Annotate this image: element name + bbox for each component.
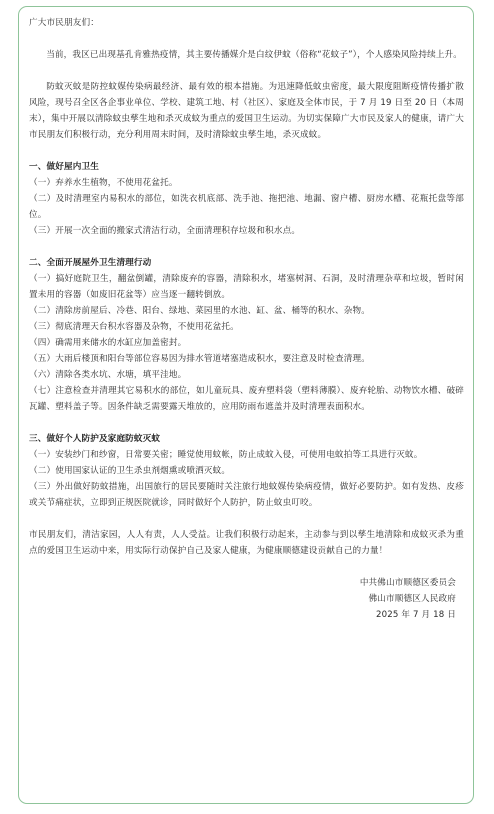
section-heading-personal: 三、做好个人防护及家庭防蚊灭蚊 xyxy=(29,434,161,444)
section-item: （三）彻底清理天台积水容器及杂物，不使用花盆托。 xyxy=(29,322,239,332)
section-item: （二）使用国家认证的卫生杀虫剂烟熏或喷洒灭蚊。 xyxy=(29,466,231,476)
section-item: （六）清除各类水坑、水塘，填平洼地。 xyxy=(29,370,187,380)
section-item: （七）注意检查并清理其它易积水的部位，如儿童玩具、废弃塑料袋（塑料薄膜）、废弃轮胎、动物饮水槽、破碎瓦罐、塑料盖子等。因条件缺乏需要露天堆放的，应用防雨布遮盖并及时清理表面积水。 xyxy=(29,386,464,412)
notice-card xyxy=(18,6,474,804)
purpose-paragraph: 防蚊灭蚊是防控蚊媒传染病最经济、最有效的根本措施。为迅速降低蚊虫密度，最大限度阻断疫情传播扩散风险，现号召全区各企事业单位、学校、建筑工地、村（社区）、家庭及全体市民，于 7 月 19 日至 20 日（本周末），集中开展以清除蚊虫孳生地和杀灭成蚊为重点的爱国卫生运动。为切实保障广大市民及家人的健康，请广大市民朋友们积极行动，充分利用周末时间，及时清除蚊虫孳生地，杀灭成蚊。 xyxy=(29,82,464,140)
section-item: （一）搞好庭院卫生，翻盆倒罐，清除废弃的容器，清除积水，堵塞树洞、石洞，及时清理杂草和垃圾，暂时闲置未用的容器（如废旧花盆等）应当逐一翻转倒放。 xyxy=(29,274,464,300)
signature-org-committee: 中共佛山市顺德区委员会 xyxy=(359,578,456,588)
section-item: （三）外出做好防蚊措施，出国旅行的居民要随时关注旅行地蚊媒传染病疫情，做好必要防护。如有发热、皮疹或关节痛症状，立即到正规医院就诊，同时做好个人防护，防止蚊虫叮咬。 xyxy=(29,482,464,508)
section-heading-indoor: 一、做好屋内卫生 xyxy=(29,162,99,172)
signature-org-government: 佛山市顺德区人民政府 xyxy=(368,594,456,604)
intro-paragraph: 当前，我区已出现基孔肯雅热疫情，其主要传播媒介是白纹伊蚊（俗称“花蚊子”），个人感染风险持续上升。 xyxy=(46,50,463,60)
section-heading-outdoor: 二、全面开展屋外卫生清理行动 xyxy=(29,258,152,268)
greeting: 广大市民朋友们： xyxy=(29,18,99,28)
section-item: （三）开展一次全面的搬家式清洁行动，全面清理积存垃圾和积水点。 xyxy=(29,226,301,236)
section-item: （四）确需用来储水的水缸应加盖密封。 xyxy=(29,338,187,348)
section-item: （二）及时清理室内易积水的部位，如洗衣机底部、洗手池、拖把池、地漏、窗户槽、厨房水槽、花瓶托盘等部位。 xyxy=(29,194,464,220)
section-item: （一）弃养水生植物，不使用花盆托。 xyxy=(29,178,178,188)
closing-paragraph: 市民朋友们，清洁家园，人人有责，人人受益。让我们积极行动起来，主动参与到以孳生地清除和成蚊灭杀为重点的爱国卫生运动中来，用实际行动保护自己及家人健康，为健康顺德建设贡献自己的力量！ xyxy=(29,530,464,556)
signature-date: 2025 年 7 月 18 日 xyxy=(376,610,456,620)
section-item: （二）清除房前屋后、冷巷、阳台、绿地、菜园里的水池、缸、盆、桶等的积水、杂物。 xyxy=(29,306,371,316)
section-item: （五）大雨后楼顶和阳台等部位容易因为排水管道堵塞造成积水，要注意及时检查清理。 xyxy=(29,354,371,364)
section-item: （一）安装纱门和纱窗，日常要关密；睡觉使用蚊帐，防止成蚊入侵，可使用电蚊拍等工具进行灭蚊。 xyxy=(29,450,423,460)
